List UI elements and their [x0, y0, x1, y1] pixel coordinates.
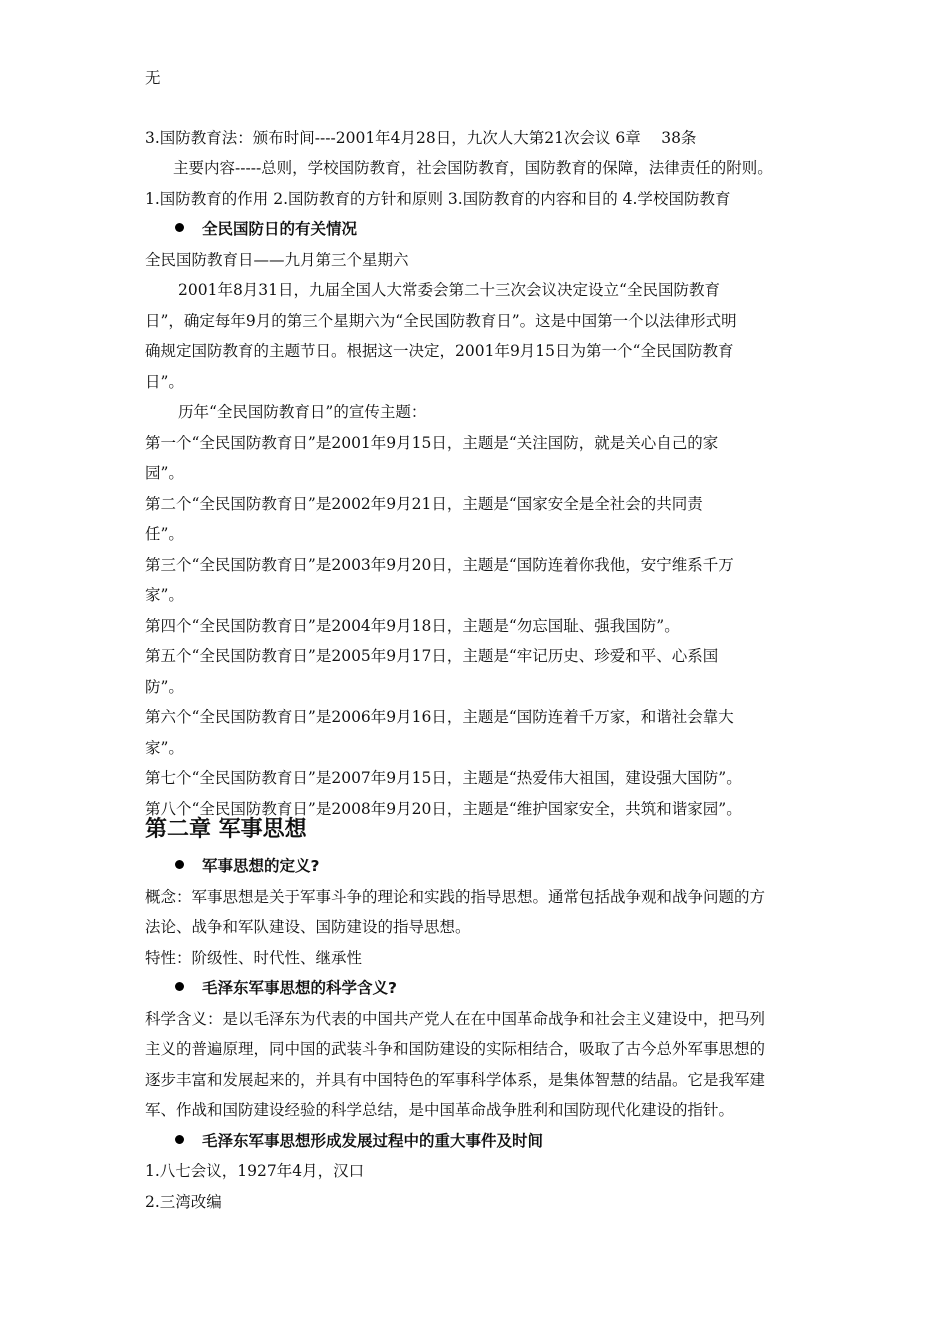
law-content: 主要内容-----总则，学校国防教育，社会国防教育，国防教育的保障，法律责任的附则。 [173, 159, 773, 177]
theme-line: 第六个“全民国防教育日”是2006年9月16日，主题是“国防连着千万家，和谐社会靠大 [145, 708, 734, 726]
section-heading-text: 全民国防日的有关情况 [202, 220, 358, 238]
law-items: 1.国防教育的作用 2.国防教育的方针和原则 3.国防教育的内容和目的 4.学校国防教育 [145, 190, 731, 208]
mao-line: 主义的普遍原理，同中国的武装斗争和国防建设的实际相结合，吸取了古今总外军事思想的 [145, 1040, 766, 1058]
section-heading-mao [175, 978, 397, 998]
def-line: 法论、战争和军队建设、国防建设的指导思想。 [145, 918, 471, 936]
section-heading-events [175, 1131, 543, 1151]
theme-line: 防”。 [145, 678, 184, 696]
nde-date: 全民国防教育日——九月第三个星期六 [145, 251, 409, 269]
theme-line: 第一个“全民国防教育日”是2001年9月15日，主题是“关注国防，就是关心自己的家 [145, 434, 719, 452]
theme-line: 任”。 [145, 525, 184, 543]
event-item: 1.八七会议，1927年4月，汉口 [145, 1162, 365, 1180]
section-heading-text: 毛泽东军事思想的科学含义? [202, 979, 397, 997]
theme-line: 第四个“全民国防教育日”是2004年9月18日，主题是“勿忘国耻、强我国防”。 [145, 617, 680, 635]
def-line: 概念：军事思想是关于军事斗争的理论和实践的指导思想。通常包括战争观和战争问题的方 [145, 888, 766, 906]
theme-line: 家”。 [145, 586, 184, 604]
themes-intro: 历年“全民国防教育日”的宣传主题： [178, 403, 427, 421]
bullet-icon [175, 982, 184, 991]
theme-line: 园”。 [145, 464, 184, 482]
theme-line: 第七个“全民国防教育日”是2007年9月15日，主题是“热爱伟大祖国，建设强大国防”。 [145, 769, 742, 787]
theme-line: 第八个“全民国防教育日”是2008年9月20日，主题是“维护国家安全，共筑和谐家园”。 [145, 800, 742, 818]
section-heading-text: 军事思想的定义? [202, 857, 320, 875]
section-heading-text: 毛泽东军事思想形成发展过程中的重大事件及时间 [202, 1132, 544, 1150]
theme-line: 家”。 [145, 739, 184, 757]
nde-para-line: 日”，确定每年9月的第三个星期六为“全民国防教育日”。这是中国第一个以法律形式明 [145, 312, 737, 330]
def-traits: 特性：阶级性、时代性、继承性 [145, 949, 363, 967]
bullet-icon [175, 223, 184, 232]
header-text: 无 [145, 69, 161, 87]
nde-para-line: 日”。 [145, 373, 184, 391]
bullet-icon [175, 1135, 184, 1144]
mao-line: 军、作战和国防建设经验的科学总结，是中国革命战争胜利和国防现代化建设的指针。 [145, 1101, 735, 1119]
mao-line: 逐步丰富和发展起来的，并具有中国特色的军事科学体系，是集体智慧的结晶。它是我军建 [145, 1071, 766, 1089]
law-line: 3.国防教育法：颁布时间----2001年4月28日，九次人大第21次会议 6章 38条 [145, 129, 697, 147]
mao-line: 科学含义：是以毛泽东为代表的中国共产党人在在中国革命战争和社会主义建设中，把马列 [145, 1010, 766, 1028]
theme-line: 第二个“全民国防教育日”是2002年9月21日，主题是“国家安全是全社会的共同责 [145, 495, 703, 513]
theme-line: 第三个“全民国防教育日”是2003年9月20日，主题是“国防连着你我他，安宁维系千万 [145, 556, 734, 574]
event-item: 2.三湾改编 [145, 1193, 222, 1211]
nde-para-line: 2001年8月31日，九届全国人大常委会第二十三次会议决定设立“全民国防教育 [178, 281, 720, 299]
section-heading-def [175, 856, 320, 876]
theme-line: 第五个“全民国防教育日”是2005年9月17日，主题是“牢记历史、珍爱和平、心系国 [145, 647, 719, 665]
section-heading-nde [175, 219, 357, 239]
nde-para-line: 确规定国防教育的主题节日。根据这一决定，2001年9月15日为第一个“全民国防教育 [145, 342, 734, 360]
chapter-title: 第二章 军事思想 [145, 817, 307, 842]
bullet-icon [175, 860, 184, 869]
